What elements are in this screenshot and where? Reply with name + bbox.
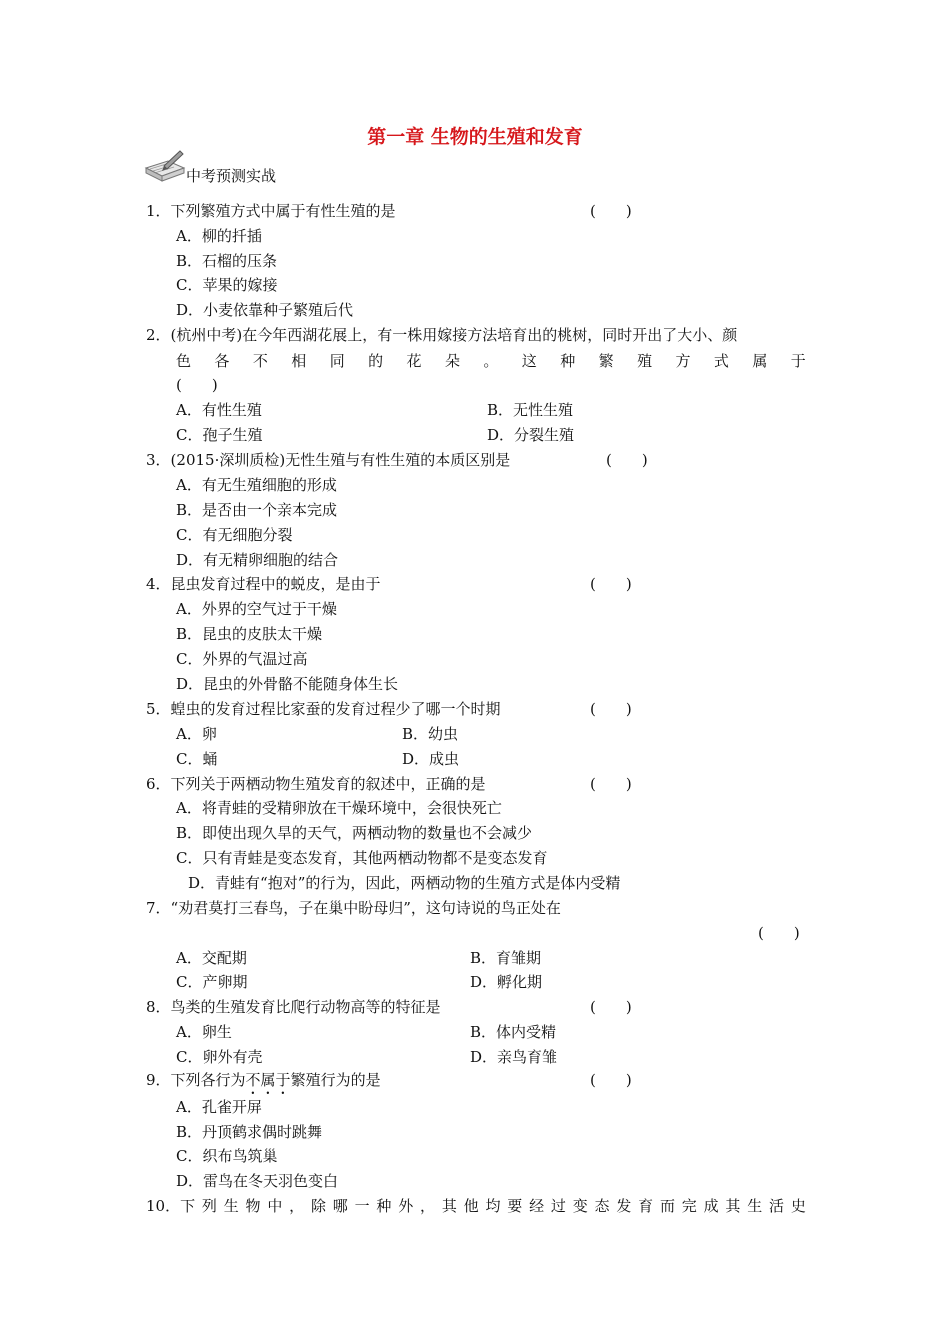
option-8d: D．亲鸟育雏 — [470, 1048, 558, 1066]
option-1c: C．苹果的嫁接 — [176, 276, 278, 294]
option-9d: D．雷鸟在冬天羽色变白 — [176, 1172, 339, 1190]
question-4-stem: 4．昆虫发育过程中的蜕皮，是由于 — [146, 575, 381, 593]
option-3b: B．是否由一个亲本完成 — [176, 501, 338, 519]
answer-bracket-1: ( ) — [590, 202, 632, 220]
book-pen-icon — [144, 148, 186, 184]
option-1a: A．柳的扦插 — [176, 227, 262, 245]
option-6a: A．将青蛙的受精卵放在干燥环境中，会很快死亡 — [176, 799, 502, 817]
option-4c: C．外界的气温过高 — [176, 650, 308, 668]
option-4d: D．昆虫的外骨骼不能随身体生长 — [176, 675, 399, 693]
option-7d: D．孵化期 — [470, 973, 543, 991]
question-8-stem: 8．鸟类的生殖发育比爬行动物高等的特征是 — [146, 998, 441, 1016]
answer-bracket-3: ( ) — [606, 451, 648, 469]
option-7b: B．育雏期 — [470, 949, 542, 967]
answer-bracket-4: ( ) — [590, 575, 632, 593]
option-8a: A．卵生 — [176, 1023, 232, 1041]
answer-bracket-7: ( ) — [758, 924, 800, 942]
option-9a: A．孔雀开屏 — [176, 1098, 262, 1116]
option-3a: A．有无生殖细胞的形成 — [176, 476, 337, 494]
answer-bracket-8: ( ) — [590, 998, 632, 1016]
answer-bracket-5: ( ) — [590, 700, 632, 718]
section-heading: 中考预测实战 — [186, 167, 277, 185]
question-6-stem: 6．下列关于两栖动物生殖发育的叙述中，正确的是 — [146, 775, 486, 793]
option-5a: A．卵 — [176, 725, 217, 743]
question-9-stem: 9．下列各行为不属于繁殖行为的是 — [146, 1071, 381, 1089]
question-1-stem: 1．下列繁殖方式中属于有性生殖的是 — [146, 202, 396, 220]
option-1b: B．石榴的压条 — [176, 252, 278, 270]
answer-bracket-6: ( ) — [590, 775, 632, 793]
option-5d: D．成虫 — [402, 750, 460, 768]
option-2d: D．分裂生殖 — [487, 426, 575, 444]
option-9b: B．丹顶鹤求偶时跳舞 — [176, 1123, 323, 1141]
option-4b: B．昆虫的皮肤太干燥 — [176, 625, 323, 643]
option-7c: C．产卵期 — [176, 973, 248, 991]
emphasis-text: 不属于 — [245, 1071, 291, 1089]
option-6d: D．青蛙有“抱对”的行为，因此，两栖动物的生殖方式是体内受精 — [188, 874, 621, 892]
option-6c: C．只有青蛙是变态发育，其他两栖动物都不是变态发育 — [176, 849, 548, 867]
answer-bracket-9: ( ) — [590, 1071, 632, 1089]
option-8b: B．体内受精 — [470, 1023, 557, 1041]
option-5b: B．幼虫 — [402, 725, 459, 743]
question-10-stem: 10．下 列 生 物 中 ， 除 哪 一 种 外 ， 其 他 均 要 经 过 变 态 发 育 而 完 成 其 生 活 史 — [146, 1197, 806, 1215]
page-title: 第一章 生物的生殖和发育 — [367, 126, 583, 148]
option-9c: C．织布鸟筑巢 — [176, 1147, 278, 1165]
answer-bracket-2: ( ) — [176, 376, 218, 394]
question-5-stem: 5．蝗虫的发育过程比家蚕的发育过程少了哪一个时期 — [146, 700, 501, 718]
question-3-stem: 3．(2015·深圳质检)无性生殖与有性生殖的本质区别是 — [146, 451, 511, 469]
option-3d: D．有无精卵细胞的结合 — [176, 551, 339, 569]
option-8c: C．卵外有壳 — [176, 1048, 263, 1066]
question-2-line1: 2．(杭州中考)在今年西湖花展上，有一株用嫁接方法培育出的桃树，同时开出了大小、颜 — [146, 326, 738, 344]
question-2-line2: 色 各 不 相 同 的 花 朵 。 这 种 繁 殖 方 式 属 于 — [176, 352, 806, 370]
option-2b: B．无性生殖 — [487, 401, 574, 419]
option-6b: B．即使出现久旱的天气，两栖动物的数量也不会减少 — [176, 824, 533, 842]
option-2c: C．孢子生殖 — [176, 426, 263, 444]
option-2a: A．有性生殖 — [176, 401, 262, 419]
option-3c: C．有无细胞分裂 — [176, 526, 293, 544]
option-1d: D．小麦依靠种子繁殖后代 — [176, 301, 354, 319]
option-5c: C．蛹 — [176, 750, 218, 768]
question-7-stem: 7．“劝君莫打三春鸟，子在巢中盼母归”，这句诗说的鸟正处在 — [146, 899, 561, 917]
option-4a: A．外界的空气过于干燥 — [176, 600, 337, 618]
option-7a: A．交配期 — [176, 949, 247, 967]
